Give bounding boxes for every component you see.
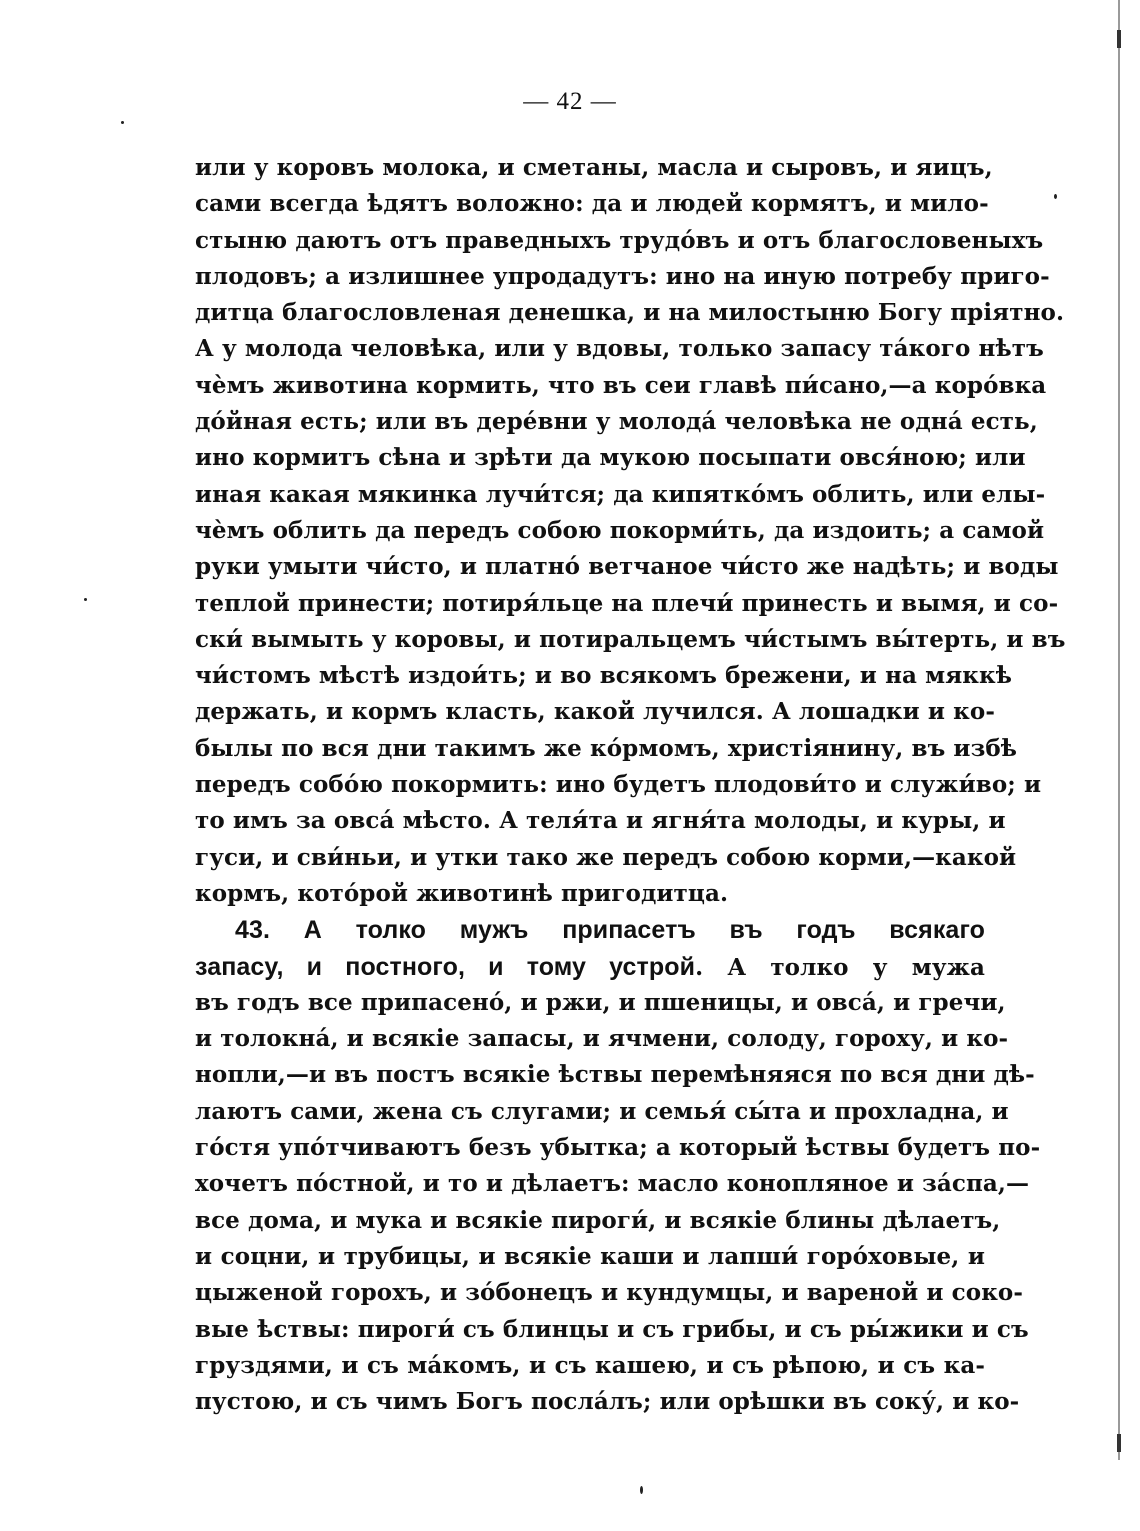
text-line: до́йная есть; или въ дере́вни у молода́ человѣка не одна́ есть, — [195, 408, 1038, 436]
scan-speck — [121, 121, 124, 124]
body-text — [195, 150, 1066, 1420]
text-run: . А толко у мужа — [695, 953, 985, 981]
text-line: то имъ за овса́ мѣсто. А теля́та и ягня́та молоды, и куры, и — [195, 807, 1006, 835]
paragraph — [195, 150, 1066, 912]
text-line: и соцни, и трубицы, и всякiе каши и лапши́ горо́ховые, и — [195, 1242, 985, 1270]
text-line: иная какая мякинка лучи́тся; да кипятко́мъ облить, или елы- — [195, 480, 1046, 508]
scan-speck — [1054, 194, 1057, 199]
text-line: или у коровъ молока, и сметаны, масла и сыровъ, и яицъ, — [195, 154, 993, 181]
text-line: цыженой горохъ, и зо́бонецъ и кундумцы, и вареной и соко- — [195, 1279, 1023, 1307]
section-heading-line — [195, 949, 985, 985]
page-edge-line — [1118, 0, 1120, 1460]
text-line: былы по вся дни такимъ же ко́рмомъ, христiянину, въ избѣ — [195, 734, 1018, 762]
page-number: — 42 — — [523, 88, 617, 115]
text-line: лаютъ сами, жена съ слугами; и семья́ сы́та и прохладна, и — [195, 1097, 1009, 1125]
text-line: въ годъ все припасено́, и ржи, и пшеницы, и овса́, и гречи, — [195, 988, 1006, 1016]
text-line: плодовъ; а излишнее упродадутъ: ино на иную потребу приго- — [195, 262, 1050, 290]
text-line: чи́стомъ мѣстѣ издои́ть; и во всякомъ брежени, и на мяккѣ — [195, 662, 1012, 690]
text-line: пустою, и съ чимъ Богъ посла́лъ; или орѣшки въ соку́, и ко- — [195, 1388, 1020, 1416]
text-line: передъ собо́ю покормить: ино будетъ плодови́то и служи́во; и — [195, 771, 1042, 799]
section-heading: 43. А толко мужъ припасетъ въ годъ всякаго — [235, 916, 985, 945]
text-line: стыню даютъ отъ праведныхъ трудо́въ и отъ благословеныхъ — [195, 226, 1044, 254]
text-line: А у молода человѣка, или у вдовы, только запасу та́кого нѣтъ — [195, 335, 1044, 363]
text-line: ино кормитъ сѣна и зрѣти да мукою посыпати овся́ною; или — [195, 444, 1026, 472]
text-line: груздями, и съ ма́комъ, и съ кашею, и съ рѣпою, и съ ка- — [195, 1351, 985, 1379]
text-line: сами всегда ѣдятъ воложно: да и людей кормятъ, и мило- — [195, 190, 989, 218]
edge-mark — [1117, 1434, 1121, 1452]
text-line: кормъ, кото́рой животинѣ пригодитца. — [195, 879, 729, 907]
text-line: и толокна́, и всякiе запасы, и ячмени, солоду, гороху, и ко- — [195, 1025, 1009, 1053]
section-43 — [195, 912, 1041, 1420]
section-heading: запасу, и постного, и тому устрой — [195, 952, 696, 981]
text-line: чѐмъ облить да передъ собою покорми́ть, да издоить; а самой — [195, 516, 1045, 544]
section-heading-line — [195, 912, 985, 948]
text-line: го́стя упо́тчиваютъ безъ убытка; а который ѣствы будетъ по- — [195, 1134, 1041, 1162]
text-line: все дома, и мука и всякiе пироги́, и всякiе блины дѣлаетъ, — [195, 1206, 1001, 1234]
text-line: вые ѣствы: пироги́ съ блинцы и съ грибы, и съ ры́жики и съ — [195, 1315, 1029, 1343]
text-line: держать, и кормъ класть, какой лучился. А лошадки и ко- — [195, 698, 995, 726]
text-line: дитца благословленая денешка, и на милостыню Богу прiятно. — [195, 299, 1065, 327]
text-line: ски́ вымыть у коровы, и потиральцемъ чи́стымъ вы́терть, и въ — [195, 625, 1066, 653]
scan-speck — [640, 1486, 643, 1494]
text-line: гуси, и сви́ньи, и утки тако же передъ собою корми,—какой — [195, 843, 1017, 871]
text-line: хочетъ по́стной, и то и дѣлаетъ: масло конопляное и за́спа,— — [195, 1170, 1030, 1198]
text-line: теплой принести; потиря́льце на плечи́ принесть и вымя, и со- — [195, 589, 1059, 617]
text-line: нопли,—и въ постъ всякiе ѣствы перемѣняяся по вся дни дѣ- — [195, 1061, 1035, 1089]
edge-mark — [1117, 30, 1121, 48]
text-line: чѐмъ животина кормить, что въ сеи главѣ пи́сано,—а коро́вка — [195, 371, 1047, 399]
scan-speck — [84, 598, 87, 601]
text-line: руки умыти чи́сто, и платно́ ветчаное чи́сто же надѣть; и воды — [195, 553, 1059, 581]
